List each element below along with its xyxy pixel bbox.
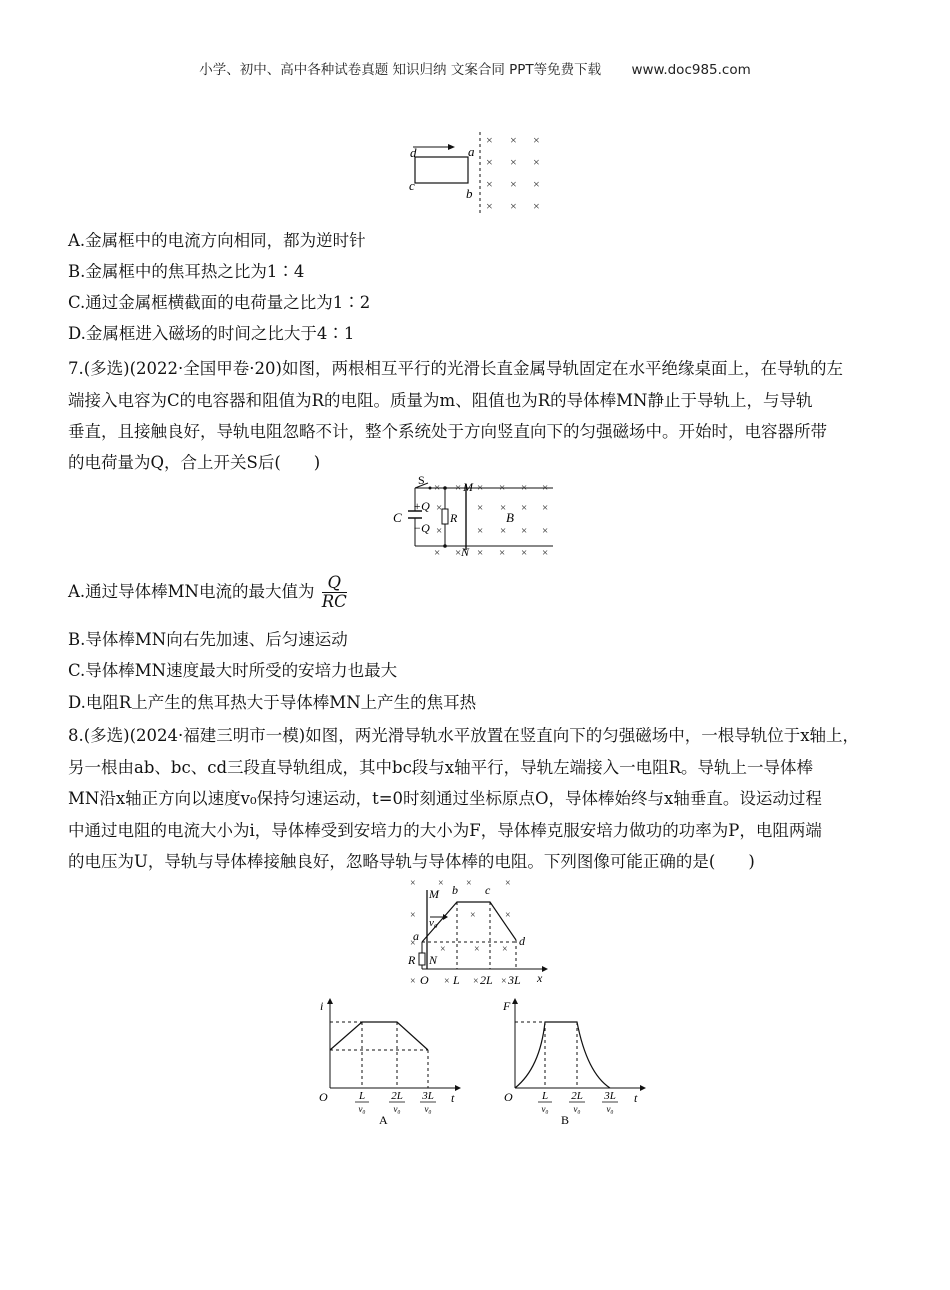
q6-label-c: c [409, 178, 415, 193]
q8-graph-b-ylabel: F [503, 999, 511, 1013]
svg-text:×: × [533, 177, 540, 191]
q8-graph-b-tick-2-num: 2L [571, 1090, 583, 1102]
svg-text:×: × [436, 525, 443, 537]
q7-stem-line-2: 端接入电容为C的电容器和阻值为R的电阻。质量为m、阻值也为R的导体棒MN静止于导轨上，与导轨 [68, 391, 813, 410]
q7-label-b: B [506, 510, 514, 525]
q7-option-b: B.导体棒MN向右先加速、后匀速运动 [68, 630, 348, 649]
q8-graph-a-tick-3-num: 3L [422, 1090, 434, 1102]
q7-option-a-fraction [322, 574, 347, 611]
svg-text:×: × [455, 547, 462, 559]
svg-text:×: × [486, 177, 493, 191]
q8-label-l: L [453, 973, 460, 987]
q8-graph-b-tick-3-num: 3L [604, 1090, 616, 1102]
q8-graph-a [315, 998, 465, 1126]
q8-graph-a-tick-1-den: v₀ [358, 1104, 366, 1114]
svg-text:×: × [500, 502, 507, 514]
q8-label-b: b [452, 883, 458, 897]
q7-stem-line-3: 垂直，且接触良好，导轨电阻忽略不计，整个系统处于方向竖直向下的匀强磁场中。开始时，电容器所带 [68, 422, 827, 441]
q8-graph-a-caption: A [379, 1113, 388, 1126]
q8-graph-b-tick-1-den: v₀ [541, 1104, 549, 1114]
svg-text:×: × [477, 502, 484, 514]
q8-graph-a-origin: O [319, 1090, 328, 1104]
svg-text:×: × [499, 482, 506, 494]
svg-text:×: × [477, 547, 484, 559]
q8-stem-line-2: 另一根由ab、bc、cd三段直导轨组成，其中bc段与x轴平行，导轨左端接入一电阻R。导轨上一导体棒 [68, 758, 814, 777]
svg-text:×: × [505, 910, 511, 921]
q8-label-2l: 2L [480, 973, 493, 987]
header-text: 小学、初中、高中各种试卷真题 知识归纳 文案合同 PPT等免费下载 [199, 62, 602, 78]
q8-label-a: a [413, 929, 419, 943]
svg-text:×: × [470, 910, 476, 921]
svg-text:×: × [505, 878, 511, 889]
q8-graph-a-curve [330, 1022, 428, 1050]
q7-stem-line-1: 7.(多选)(2022·全国甲卷·20)如图，两根相互平行的光滑长直金属导轨固定在水平绝缘桌面上，在导轨的左 [68, 359, 843, 378]
header-site: www.doc985.com [631, 62, 751, 78]
svg-text:×: × [542, 482, 549, 494]
page-header [0, 58, 950, 78]
q7-label-r: R [450, 511, 458, 525]
svg-text:×: × [440, 944, 446, 955]
q8-graph-b-curve [515, 1022, 610, 1088]
svg-text:×: × [533, 133, 540, 147]
svg-text:×: × [510, 177, 517, 191]
svg-text:×: × [521, 482, 528, 494]
svg-text:×: × [502, 944, 508, 955]
svg-text:×: × [436, 502, 443, 514]
q8-graph-a-tick-2-num: 2L [391, 1090, 403, 1102]
svg-text:×: × [542, 547, 549, 559]
svg-text:×: × [474, 944, 480, 955]
q8-graph-a-tick-1-num: L [358, 1090, 366, 1102]
svg-text:×: × [542, 525, 549, 537]
q8-graph-b-tick-2-den: v₀ [573, 1104, 581, 1114]
q8-stem-line-1: 8.(多选)(2024·福建三明市一模)如图，两光滑导轨水平放置在竖直向下的匀强磁场中，一根导轨位于x轴上， [68, 726, 860, 745]
q7-fraction-denominator: RC [321, 592, 347, 611]
svg-text:×: × [410, 976, 416, 987]
svg-text:×: × [455, 482, 462, 494]
svg-text:×: × [434, 547, 441, 559]
q7-option-a-text: A.通过导体棒MN电流的最大值为 [68, 582, 315, 601]
q8-label-n: N [429, 953, 438, 967]
q7-label-m: M [463, 480, 473, 494]
q8-label-m: M [429, 887, 439, 901]
q7-stem-line-4: 的电荷量为Q，合上开关S后( ) [68, 453, 321, 472]
q8-stem-line-5: 的电压为U，导轨与导体棒接触良好，忽略导轨与导体棒的电阻。下列图像可能正确的是( ) [68, 852, 755, 871]
svg-text:×: × [473, 976, 479, 987]
q8-graph-a-tick-2-den: v₀ [393, 1104, 401, 1114]
svg-text:×: × [466, 878, 472, 889]
q6-option-b: B.金属框中的焦耳热之比为1∶4 [68, 262, 305, 281]
q7-label-s: S [418, 474, 425, 487]
svg-text:×: × [533, 199, 540, 213]
q7-label-c: C [393, 510, 402, 525]
svg-text:×: × [510, 133, 517, 147]
q8-graph-b [500, 998, 650, 1126]
q6-figure [400, 128, 560, 218]
q6-label-d: d [410, 145, 417, 160]
svg-text:×: × [521, 502, 528, 514]
svg-text:×: × [410, 938, 416, 949]
svg-text:×: × [510, 199, 517, 213]
svg-text:×: × [410, 878, 416, 889]
svg-text:×: × [477, 525, 484, 537]
q8-label-d: d [519, 934, 525, 948]
q8-label-r: R [408, 953, 416, 967]
svg-text:×: × [521, 525, 528, 537]
svg-text:×: × [500, 525, 507, 537]
q6-option-a: A.金属框中的电流方向相同，都为逆时针 [68, 231, 366, 250]
q6-label-a: a [468, 144, 475, 159]
q8-label-x: x [537, 971, 543, 985]
q8-graph-a-xlabel: t [451, 1091, 455, 1105]
svg-text:×: × [477, 482, 484, 494]
svg-text:×: × [486, 199, 493, 213]
q8-label-o: O [420, 973, 429, 987]
q7-figure [390, 474, 560, 564]
q8-label-3l: 3L [508, 973, 521, 987]
svg-text:×: × [499, 547, 506, 559]
q8-graph-b-tick-3-den: v₀ [606, 1104, 614, 1114]
q8-graph-b-xlabel: t [634, 1091, 638, 1105]
q6-option-c: C.通过金属框横截面的电荷量之比为1∶2 [68, 293, 371, 312]
q8-label-v0: v₀ [429, 917, 438, 929]
svg-text:×: × [486, 155, 493, 169]
q6-label-b: b [466, 186, 473, 201]
svg-text:×: × [486, 133, 493, 147]
svg-text:×: × [444, 976, 450, 987]
q7-label-n: N [461, 545, 470, 559]
svg-text:×: × [501, 976, 507, 987]
q7-option-a [68, 574, 347, 611]
svg-text:×: × [438, 878, 444, 889]
q7-option-c: C.导体棒MN速度最大时所受的安培力也最大 [68, 661, 398, 680]
svg-text:×: × [510, 155, 517, 169]
q8-graph-a-tick-3-den: v₀ [424, 1104, 432, 1114]
svg-text:×: × [410, 910, 416, 921]
q7-label-plusq: +Q [413, 499, 430, 513]
q8-figure [400, 872, 550, 990]
q7-fraction-numerator: Q [322, 574, 347, 593]
q8-graph-b-caption: B [561, 1113, 570, 1126]
q8-stem-line-4: 中通过电阻的电流大小为i，导体棒受到安培力的大小为F，导体棒克服安培力做功的功率为P，电阻两端 [68, 821, 822, 840]
svg-text:×: × [521, 547, 528, 559]
q8-stem-line-3: MN沿x轴正方向以速度v₀保持匀速运动，t=0时刻通过坐标原点O，导体棒始终与x轴垂直。设运动过程 [68, 789, 822, 808]
q8-graph-a-ylabel: i [320, 999, 324, 1013]
q6-option-d: D.金属框进入磁场的时间之比大于4∶1 [68, 324, 355, 343]
q8-label-c: c [485, 883, 491, 897]
q7-label-minusq: −Q [413, 521, 430, 535]
q8-graph-b-tick-1-num: L [541, 1090, 549, 1102]
svg-text:×: × [542, 502, 549, 514]
svg-text:×: × [533, 155, 540, 169]
q7-option-d: D.电阻R上产生的焦耳热大于导体棒MN上产生的焦耳热 [68, 693, 477, 712]
q8-graph-b-origin: O [504, 1090, 513, 1104]
svg-text:×: × [434, 482, 441, 494]
